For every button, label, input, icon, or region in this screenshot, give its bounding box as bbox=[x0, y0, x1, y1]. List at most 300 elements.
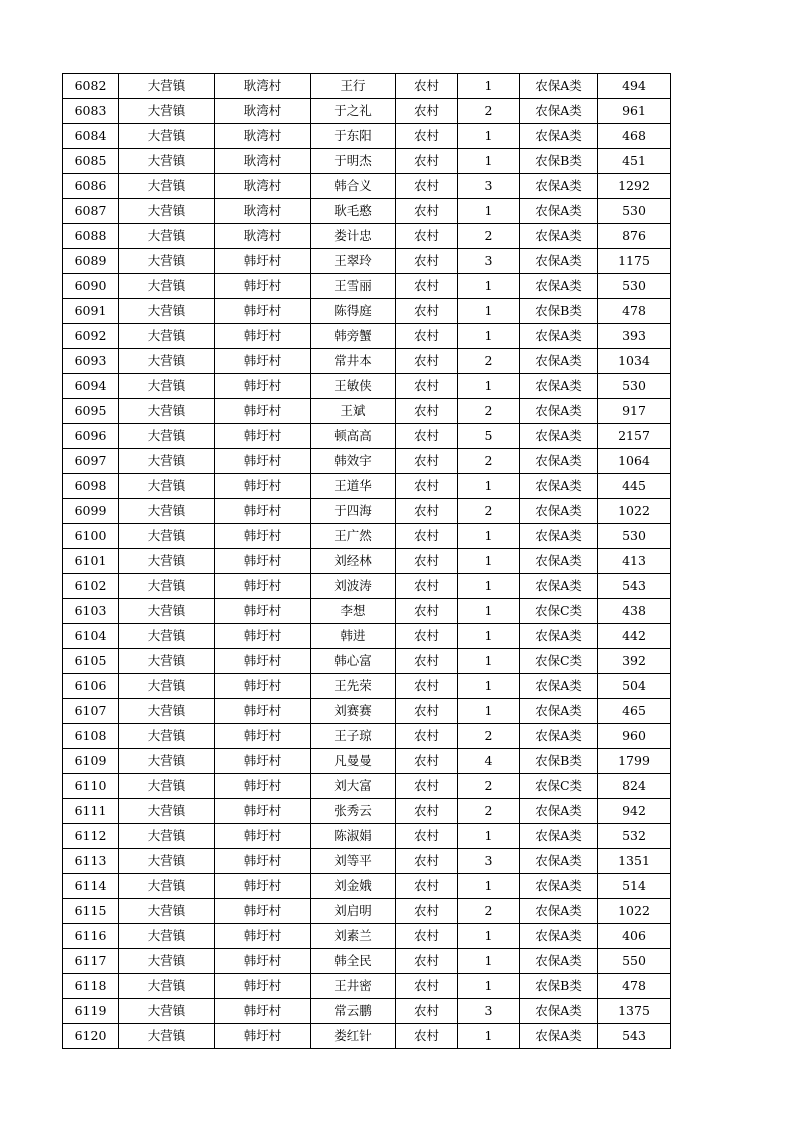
table-row bbox=[63, 474, 671, 499]
table-body bbox=[63, 74, 671, 1049]
table-cell-town: 大营镇 bbox=[119, 849, 215, 874]
table-cell-type: 农村 bbox=[396, 374, 458, 399]
table-cell-id: 6095 bbox=[63, 399, 119, 424]
table-cell-town: 大营镇 bbox=[119, 949, 215, 974]
table-cell-amount: 445 bbox=[598, 474, 671, 499]
table-cell-category: 农保A类 bbox=[520, 474, 598, 499]
table-cell-category: 农保A类 bbox=[520, 224, 598, 249]
table-cell-name: 王道华 bbox=[311, 474, 396, 499]
table-cell-name: 李想 bbox=[311, 599, 396, 624]
table-cell-id: 6084 bbox=[63, 124, 119, 149]
table-cell-count: 1 bbox=[458, 524, 520, 549]
table-row bbox=[63, 499, 671, 524]
table-cell-id: 6109 bbox=[63, 749, 119, 774]
table-cell-id: 6105 bbox=[63, 649, 119, 674]
table-cell-name: 娄计忠 bbox=[311, 224, 396, 249]
table-cell-id: 6082 bbox=[63, 74, 119, 99]
table-cell-town: 大营镇 bbox=[119, 449, 215, 474]
table-cell-type: 农村 bbox=[396, 124, 458, 149]
table-row bbox=[63, 274, 671, 299]
table-cell-category: 农保A类 bbox=[520, 99, 598, 124]
table-cell-amount: 465 bbox=[598, 699, 671, 724]
table-row bbox=[63, 549, 671, 574]
table-cell-id: 6094 bbox=[63, 374, 119, 399]
table-cell-amount: 494 bbox=[598, 74, 671, 99]
table-cell-category: 农保C类 bbox=[520, 599, 598, 624]
table-cell-village: 韩圩村 bbox=[215, 974, 311, 999]
table-cell-id: 6119 bbox=[63, 999, 119, 1024]
table-cell-category: 农保C类 bbox=[520, 649, 598, 674]
table-cell-category: 农保A类 bbox=[520, 449, 598, 474]
table-cell-amount: 514 bbox=[598, 874, 671, 899]
table-cell-village: 韩圩村 bbox=[215, 549, 311, 574]
table-cell-type: 农村 bbox=[396, 949, 458, 974]
table-cell-village: 耿湾村 bbox=[215, 124, 311, 149]
table-row bbox=[63, 624, 671, 649]
table-row bbox=[63, 824, 671, 849]
table-cell-count: 1 bbox=[458, 874, 520, 899]
table-cell-amount: 530 bbox=[598, 199, 671, 224]
table-cell-name: 韩效宇 bbox=[311, 449, 396, 474]
table-cell-town: 大营镇 bbox=[119, 174, 215, 199]
table-row bbox=[63, 174, 671, 199]
table-cell-village: 韩圩村 bbox=[215, 999, 311, 1024]
table-cell-category: 农保B类 bbox=[520, 749, 598, 774]
table-cell-amount: 438 bbox=[598, 599, 671, 624]
table-cell-village: 韩圩村 bbox=[215, 474, 311, 499]
table-cell-type: 农村 bbox=[396, 74, 458, 99]
table-cell-town: 大营镇 bbox=[119, 99, 215, 124]
table-row bbox=[63, 749, 671, 774]
table-cell-village: 韩圩村 bbox=[215, 699, 311, 724]
table-cell-category: 农保A类 bbox=[520, 674, 598, 699]
table-cell-count: 2 bbox=[458, 449, 520, 474]
table-cell-town: 大营镇 bbox=[119, 999, 215, 1024]
table-cell-id: 6085 bbox=[63, 149, 119, 174]
table-cell-type: 农村 bbox=[396, 624, 458, 649]
table-cell-type: 农村 bbox=[396, 849, 458, 874]
table-cell-id: 6093 bbox=[63, 349, 119, 374]
table-cell-count: 1 bbox=[458, 74, 520, 99]
table-cell-amount: 917 bbox=[598, 399, 671, 424]
table-cell-count: 2 bbox=[458, 774, 520, 799]
table-cell-town: 大营镇 bbox=[119, 374, 215, 399]
table-cell-id: 6097 bbox=[63, 449, 119, 474]
table-cell-name: 刘等平 bbox=[311, 849, 396, 874]
table-cell-village: 耿湾村 bbox=[215, 149, 311, 174]
table-cell-count: 1 bbox=[458, 924, 520, 949]
table-cell-amount: 532 bbox=[598, 824, 671, 849]
table-cell-id: 6114 bbox=[63, 874, 119, 899]
table-cell-id: 6113 bbox=[63, 849, 119, 874]
table-cell-village: 韩圩村 bbox=[215, 274, 311, 299]
table-cell-type: 农村 bbox=[396, 649, 458, 674]
table-cell-village: 耿湾村 bbox=[215, 199, 311, 224]
table-cell-category: 农保A类 bbox=[520, 499, 598, 524]
table-cell-village: 韩圩村 bbox=[215, 499, 311, 524]
table-cell-id: 6111 bbox=[63, 799, 119, 824]
table-row bbox=[63, 874, 671, 899]
table-cell-name: 王斌 bbox=[311, 399, 396, 424]
table-cell-amount: 1799 bbox=[598, 749, 671, 774]
table-cell-town: 大营镇 bbox=[119, 774, 215, 799]
table-cell-village: 韩圩村 bbox=[215, 299, 311, 324]
table-cell-village: 韩圩村 bbox=[215, 349, 311, 374]
table-cell-count: 1 bbox=[458, 199, 520, 224]
table-cell-amount: 876 bbox=[598, 224, 671, 249]
table-cell-village: 韩圩村 bbox=[215, 1024, 311, 1049]
table-cell-id: 6106 bbox=[63, 674, 119, 699]
table-cell-town: 大营镇 bbox=[119, 924, 215, 949]
table-cell-id: 6120 bbox=[63, 1024, 119, 1049]
table-cell-count: 1 bbox=[458, 599, 520, 624]
table-cell-type: 农村 bbox=[396, 299, 458, 324]
table-cell-id: 6101 bbox=[63, 549, 119, 574]
table-cell-id: 6108 bbox=[63, 724, 119, 749]
table-cell-name: 王翠玲 bbox=[311, 249, 396, 274]
table-cell-town: 大营镇 bbox=[119, 124, 215, 149]
table-row bbox=[63, 324, 671, 349]
residents-subsidy-table bbox=[62, 73, 671, 1049]
table-cell-name: 韩进 bbox=[311, 624, 396, 649]
table-cell-count: 1 bbox=[458, 324, 520, 349]
table-cell-type: 农村 bbox=[396, 674, 458, 699]
table-row bbox=[63, 699, 671, 724]
table-cell-amount: 478 bbox=[598, 299, 671, 324]
table-cell-village: 韩圩村 bbox=[215, 949, 311, 974]
table-cell-name: 于之礼 bbox=[311, 99, 396, 124]
table-cell-id: 6116 bbox=[63, 924, 119, 949]
table-cell-amount: 543 bbox=[598, 1024, 671, 1049]
table-cell-village: 韩圩村 bbox=[215, 824, 311, 849]
table-cell-amount: 451 bbox=[598, 149, 671, 174]
table-cell-name: 韩全民 bbox=[311, 949, 396, 974]
table-cell-village: 韩圩村 bbox=[215, 749, 311, 774]
table-cell-village: 韩圩村 bbox=[215, 649, 311, 674]
table-cell-type: 农村 bbox=[396, 599, 458, 624]
table-cell-count: 1 bbox=[458, 274, 520, 299]
table-cell-town: 大营镇 bbox=[119, 474, 215, 499]
table-cell-amount: 2157 bbox=[598, 424, 671, 449]
table-cell-category: 农保A类 bbox=[520, 124, 598, 149]
table-cell-village: 耿湾村 bbox=[215, 74, 311, 99]
table-cell-amount: 550 bbox=[598, 949, 671, 974]
table-cell-count: 1 bbox=[458, 149, 520, 174]
table-cell-category: 农保A类 bbox=[520, 399, 598, 424]
table-row bbox=[63, 924, 671, 949]
table-cell-village: 韩圩村 bbox=[215, 724, 311, 749]
table-cell-amount: 1292 bbox=[598, 174, 671, 199]
table-cell-type: 农村 bbox=[396, 324, 458, 349]
table-cell-name: 刘素兰 bbox=[311, 924, 396, 949]
table-cell-type: 农村 bbox=[396, 524, 458, 549]
table-cell-type: 农村 bbox=[396, 249, 458, 274]
table-cell-count: 2 bbox=[458, 799, 520, 824]
table-cell-category: 农保A类 bbox=[520, 174, 598, 199]
table-cell-type: 农村 bbox=[396, 999, 458, 1024]
table-cell-type: 农村 bbox=[396, 174, 458, 199]
table-cell-town: 大营镇 bbox=[119, 749, 215, 774]
table-row bbox=[63, 599, 671, 624]
table-cell-name: 凡曼曼 bbox=[311, 749, 396, 774]
table-cell-category: 农保A类 bbox=[520, 424, 598, 449]
table-cell-town: 大营镇 bbox=[119, 874, 215, 899]
table-cell-town: 大营镇 bbox=[119, 1024, 215, 1049]
table-cell-village: 韩圩村 bbox=[215, 524, 311, 549]
table-cell-amount: 393 bbox=[598, 324, 671, 349]
table-cell-name: 娄红针 bbox=[311, 1024, 396, 1049]
table-cell-count: 1 bbox=[458, 1024, 520, 1049]
table-cell-category: 农保A类 bbox=[520, 524, 598, 549]
table-row bbox=[63, 249, 671, 274]
table-cell-town: 大营镇 bbox=[119, 399, 215, 424]
table-cell-id: 6096 bbox=[63, 424, 119, 449]
table-cell-category: 农保A类 bbox=[520, 324, 598, 349]
table-cell-count: 2 bbox=[458, 499, 520, 524]
table-cell-count: 2 bbox=[458, 224, 520, 249]
table-cell-amount: 1351 bbox=[598, 849, 671, 874]
table-row bbox=[63, 424, 671, 449]
table-cell-type: 农村 bbox=[396, 974, 458, 999]
table-cell-amount: 942 bbox=[598, 799, 671, 824]
table-row bbox=[63, 399, 671, 424]
table-cell-amount: 543 bbox=[598, 574, 671, 599]
table-cell-type: 农村 bbox=[396, 799, 458, 824]
table-cell-type: 农村 bbox=[396, 749, 458, 774]
table-cell-village: 韩圩村 bbox=[215, 399, 311, 424]
table-cell-type: 农村 bbox=[396, 824, 458, 849]
table-cell-type: 农村 bbox=[396, 199, 458, 224]
table-cell-town: 大营镇 bbox=[119, 974, 215, 999]
table-cell-village: 韩圩村 bbox=[215, 674, 311, 699]
table-cell-count: 1 bbox=[458, 974, 520, 999]
table-cell-village: 韩圩村 bbox=[215, 849, 311, 874]
table-cell-count: 4 bbox=[458, 749, 520, 774]
table-cell-count: 1 bbox=[458, 299, 520, 324]
table-cell-town: 大营镇 bbox=[119, 274, 215, 299]
table-cell-id: 6117 bbox=[63, 949, 119, 974]
table-cell-count: 5 bbox=[458, 424, 520, 449]
table-cell-id: 6091 bbox=[63, 299, 119, 324]
table-cell-count: 3 bbox=[458, 174, 520, 199]
table-cell-village: 韩圩村 bbox=[215, 249, 311, 274]
table-cell-count: 1 bbox=[458, 549, 520, 574]
table-cell-town: 大营镇 bbox=[119, 649, 215, 674]
table-cell-id: 6090 bbox=[63, 274, 119, 299]
table-cell-category: 农保A类 bbox=[520, 274, 598, 299]
table-cell-id: 6103 bbox=[63, 599, 119, 624]
table-cell-amount: 1034 bbox=[598, 349, 671, 374]
table-cell-type: 农村 bbox=[396, 874, 458, 899]
table-cell-count: 1 bbox=[458, 649, 520, 674]
table-row bbox=[63, 524, 671, 549]
table-cell-type: 农村 bbox=[396, 449, 458, 474]
table-cell-amount: 468 bbox=[598, 124, 671, 149]
table-cell-name: 刘波涛 bbox=[311, 574, 396, 599]
table-cell-amount: 530 bbox=[598, 274, 671, 299]
table-cell-count: 2 bbox=[458, 349, 520, 374]
table-cell-count: 1 bbox=[458, 124, 520, 149]
table-cell-name: 韩合义 bbox=[311, 174, 396, 199]
table-cell-id: 6089 bbox=[63, 249, 119, 274]
table-cell-name: 耿毛憨 bbox=[311, 199, 396, 224]
table-row bbox=[63, 974, 671, 999]
table-row bbox=[63, 774, 671, 799]
table-cell-name: 王行 bbox=[311, 74, 396, 99]
table-cell-town: 大营镇 bbox=[119, 699, 215, 724]
table-cell-town: 大营镇 bbox=[119, 524, 215, 549]
table-cell-category: 农保A类 bbox=[520, 374, 598, 399]
table-cell-id: 6112 bbox=[63, 824, 119, 849]
table-cell-amount: 530 bbox=[598, 374, 671, 399]
table-cell-id: 6110 bbox=[63, 774, 119, 799]
table-cell-category: 农保A类 bbox=[520, 924, 598, 949]
table-row bbox=[63, 374, 671, 399]
table-row bbox=[63, 949, 671, 974]
table-cell-category: 农保A类 bbox=[520, 549, 598, 574]
table-cell-amount: 960 bbox=[598, 724, 671, 749]
table-cell-name: 刘金娥 bbox=[311, 874, 396, 899]
table-cell-town: 大营镇 bbox=[119, 249, 215, 274]
table-cell-name: 刘赛赛 bbox=[311, 699, 396, 724]
table-cell-town: 大营镇 bbox=[119, 299, 215, 324]
table-cell-type: 农村 bbox=[396, 899, 458, 924]
table-cell-category: 农保A类 bbox=[520, 824, 598, 849]
table-cell-name: 王子琼 bbox=[311, 724, 396, 749]
table-cell-category: 农保A类 bbox=[520, 1024, 598, 1049]
table-cell-village: 耿湾村 bbox=[215, 99, 311, 124]
table-cell-count: 3 bbox=[458, 999, 520, 1024]
table-cell-village: 韩圩村 bbox=[215, 924, 311, 949]
table-cell-count: 1 bbox=[458, 949, 520, 974]
table-cell-id: 6118 bbox=[63, 974, 119, 999]
table-cell-name: 王井密 bbox=[311, 974, 396, 999]
table-cell-amount: 504 bbox=[598, 674, 671, 699]
table-cell-type: 农村 bbox=[396, 724, 458, 749]
table-cell-name: 顿高高 bbox=[311, 424, 396, 449]
table-cell-count: 1 bbox=[458, 474, 520, 499]
table-cell-town: 大营镇 bbox=[119, 824, 215, 849]
table-cell-village: 韩圩村 bbox=[215, 774, 311, 799]
table-row bbox=[63, 99, 671, 124]
table-cell-village: 韩圩村 bbox=[215, 449, 311, 474]
table-cell-name: 于明杰 bbox=[311, 149, 396, 174]
table-cell-type: 农村 bbox=[396, 499, 458, 524]
table-cell-id: 6083 bbox=[63, 99, 119, 124]
table-cell-count: 2 bbox=[458, 899, 520, 924]
table-cell-count: 3 bbox=[458, 249, 520, 274]
table-cell-id: 6100 bbox=[63, 524, 119, 549]
table-cell-type: 农村 bbox=[396, 149, 458, 174]
table-cell-name: 常井本 bbox=[311, 349, 396, 374]
table-cell-id: 6107 bbox=[63, 699, 119, 724]
table-row bbox=[63, 724, 671, 749]
table-row bbox=[63, 74, 671, 99]
table-cell-village: 耿湾村 bbox=[215, 224, 311, 249]
table-row bbox=[63, 1024, 671, 1049]
table-cell-town: 大营镇 bbox=[119, 574, 215, 599]
table-cell-name: 张秀云 bbox=[311, 799, 396, 824]
table-cell-town: 大营镇 bbox=[119, 199, 215, 224]
table-cell-id: 6087 bbox=[63, 199, 119, 224]
table-cell-town: 大营镇 bbox=[119, 799, 215, 824]
table-cell-name: 于东阳 bbox=[311, 124, 396, 149]
table-cell-type: 农村 bbox=[396, 274, 458, 299]
table-cell-count: 1 bbox=[458, 824, 520, 849]
table-cell-category: 农保A类 bbox=[520, 724, 598, 749]
table-cell-town: 大营镇 bbox=[119, 599, 215, 624]
table-cell-amount: 1022 bbox=[598, 499, 671, 524]
table-row bbox=[63, 799, 671, 824]
table-cell-name: 王雪丽 bbox=[311, 274, 396, 299]
table-cell-town: 大营镇 bbox=[119, 724, 215, 749]
table-cell-type: 农村 bbox=[396, 924, 458, 949]
table-cell-amount: 1175 bbox=[598, 249, 671, 274]
table-cell-name: 常云鹏 bbox=[311, 999, 396, 1024]
table-cell-name: 刘经林 bbox=[311, 549, 396, 574]
table-cell-count: 1 bbox=[458, 624, 520, 649]
table-cell-id: 6102 bbox=[63, 574, 119, 599]
table-cell-village: 韩圩村 bbox=[215, 624, 311, 649]
table-cell-type: 农村 bbox=[396, 474, 458, 499]
table-cell-village: 韩圩村 bbox=[215, 574, 311, 599]
table-cell-amount: 1022 bbox=[598, 899, 671, 924]
table-cell-town: 大营镇 bbox=[119, 499, 215, 524]
table-cell-town: 大营镇 bbox=[119, 74, 215, 99]
table-cell-name: 刘启明 bbox=[311, 899, 396, 924]
table-cell-id: 6104 bbox=[63, 624, 119, 649]
table-cell-count: 1 bbox=[458, 674, 520, 699]
table-row bbox=[63, 849, 671, 874]
table-cell-type: 农村 bbox=[396, 1024, 458, 1049]
table-cell-amount: 406 bbox=[598, 924, 671, 949]
table-cell-id: 6086 bbox=[63, 174, 119, 199]
table-cell-category: 农保A类 bbox=[520, 999, 598, 1024]
table-row bbox=[63, 299, 671, 324]
table-cell-town: 大营镇 bbox=[119, 424, 215, 449]
table-cell-village: 韩圩村 bbox=[215, 599, 311, 624]
table-cell-name: 韩心富 bbox=[311, 649, 396, 674]
table-cell-name: 陈得庭 bbox=[311, 299, 396, 324]
table-row bbox=[63, 449, 671, 474]
table-cell-category: 农保A类 bbox=[520, 849, 598, 874]
table-cell-count: 1 bbox=[458, 574, 520, 599]
table-cell-town: 大营镇 bbox=[119, 624, 215, 649]
table-row bbox=[63, 124, 671, 149]
table-cell-type: 农村 bbox=[396, 699, 458, 724]
table-cell-category: 农保A类 bbox=[520, 199, 598, 224]
table-cell-amount: 1064 bbox=[598, 449, 671, 474]
table-cell-amount: 413 bbox=[598, 549, 671, 574]
table-cell-category: 农保A类 bbox=[520, 874, 598, 899]
table-cell-type: 农村 bbox=[396, 99, 458, 124]
table-cell-type: 农村 bbox=[396, 574, 458, 599]
table-cell-id: 6098 bbox=[63, 474, 119, 499]
table-cell-category: 农保A类 bbox=[520, 949, 598, 974]
table-cell-type: 农村 bbox=[396, 399, 458, 424]
table-cell-amount: 530 bbox=[598, 524, 671, 549]
table-cell-category: 农保A类 bbox=[520, 249, 598, 274]
table-row bbox=[63, 674, 671, 699]
table-cell-name: 韩旁蟹 bbox=[311, 324, 396, 349]
table-cell-category: 农保B类 bbox=[520, 149, 598, 174]
table-row bbox=[63, 574, 671, 599]
table-cell-name: 陈淑娟 bbox=[311, 824, 396, 849]
table-cell-amount: 392 bbox=[598, 649, 671, 674]
table-cell-town: 大营镇 bbox=[119, 899, 215, 924]
table-cell-category: 农保B类 bbox=[520, 974, 598, 999]
table-cell-village: 韩圩村 bbox=[215, 424, 311, 449]
